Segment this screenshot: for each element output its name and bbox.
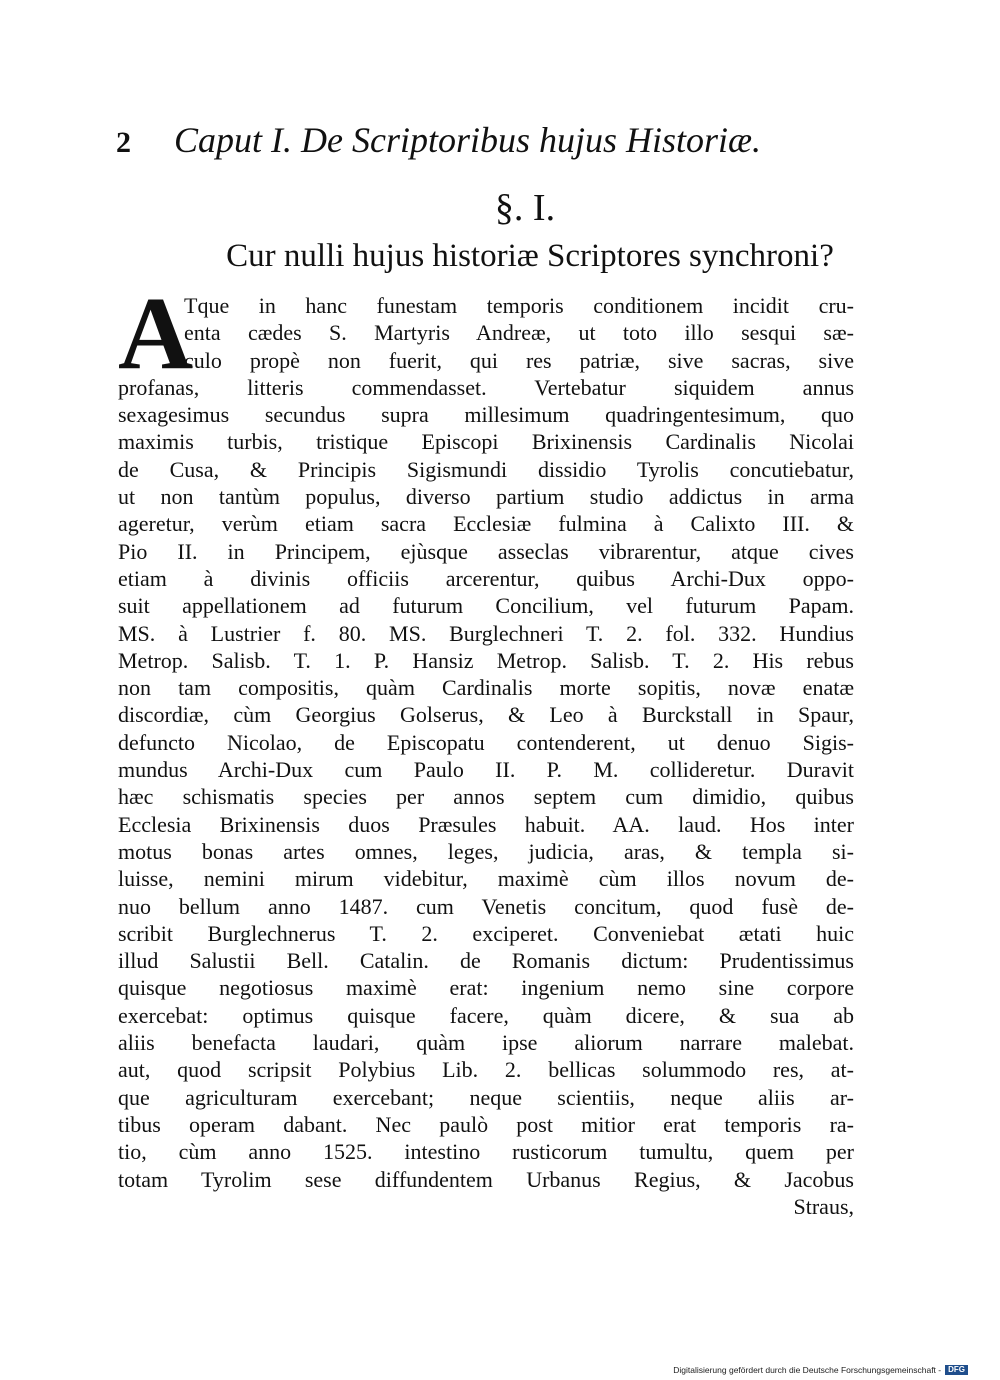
text-line: ut non tantùm populus, diverso partium studio addictus in arma: [118, 484, 854, 510]
text-line: suit appellationem ad futurum Concilium, vel futurum Papam.: [118, 593, 854, 619]
section-number: §. I.: [494, 187, 556, 229]
text-line: Tque in hanc funestam temporis conditionem incidit cru-: [184, 293, 854, 318]
drop-cap-initial: A: [118, 276, 194, 391]
catchword: Straus,: [793, 1193, 854, 1219]
text-line: maximis turbis, tristique Episcopi Brixinensis Cardinalis Nicolai: [118, 429, 854, 455]
text-line: hæc schismatis species per annos septem cum dimidio, quibus: [118, 784, 854, 810]
text-line: tio, cùm anno 1525. intestino rusticorum tumultu, quem per: [118, 1139, 854, 1165]
text-line: non tam compositis, quàm Cardinalis morte sopitis, novæ enatæ: [118, 675, 854, 701]
text-line: luisse, nemini mirum videbitur, maximè cùm illos novum de-: [118, 866, 854, 892]
text-line: Metrop. Salisb. T. 1. P. Hansiz Metrop. Salisb. T. 2. His rebus: [118, 647, 854, 673]
section-title: Cur nulli hujus historiæ Scriptores synchroni?: [226, 238, 834, 274]
text-line: enta cædes S. Martyris Andreæ, ut toto illo sesqui sæ-: [184, 320, 854, 346]
digitization-footer: [673, 1364, 968, 1376]
text-line: que agriculturam exercebant; neque scientiis, neque aliis ar-: [118, 1084, 854, 1110]
text-line: exercebat: optimus quisque facere, quàm dicere, & sua ab: [118, 1002, 854, 1028]
page-number: 2: [116, 126, 131, 159]
text-line: discordiæ, cùm Georgius Golserus, & Leo à Burckstall in Spaur,: [118, 702, 854, 728]
text-line: ageretur, verùm etiam sacra Ecclesiæ fulmina à Calixto III. &: [118, 511, 854, 537]
text-line: de Cusa, & Principis Sigismundi dissidio Tyrolis concutiebatur,: [118, 456, 854, 482]
text-line: culo propè non fuerit, qui res patriæ, sive sacras, sive: [184, 347, 854, 373]
running-head-title: Caput I. De Scriptoribus hujus Historiæ.: [174, 120, 762, 160]
text-line: aliis benefacta laudari, quàm ipse aliorum narrare malebat.: [118, 1030, 854, 1056]
footer-credit: Digitalisierung gefördert durch die Deutsche Forschungsgemeinschaft -: [673, 1365, 942, 1375]
text-line: mundus Archi-Dux cum Paulo II. P. M. collideretur. Duravit: [118, 757, 854, 783]
dfg-logo-icon: DFG: [945, 1365, 968, 1375]
text-line: MS. à Lustrier f. 80. MS. Burglechneri T. 2. fol. 332. Hundius: [118, 620, 854, 646]
text-line: totam Tyrolim sese diffundentem Urbanus Regius, & Jacobus: [118, 1166, 854, 1192]
text-line: quisque negotiosus maximè erat: ingenium nemo sine corpore: [118, 975, 854, 1001]
text-line: nuo bellum anno 1487. cum Venetis concitum, quod fusè de-: [118, 893, 854, 919]
running-head: [116, 118, 836, 165]
body-text: [118, 276, 854, 1220]
text-line: profanas, litteris commendasset. Vertebatur siquidem annus: [118, 374, 854, 400]
text-line: etiam à divinis officiis arcerentur, quibus Archi-Dux oppo-: [118, 565, 854, 591]
text-line: tibus operam dabant. Nec paulò post mitior erat temporis ra-: [118, 1111, 854, 1137]
text-line: Pio II. in Principem, ejùsque asseclas vibrarentur, atque cives: [118, 538, 854, 564]
text-line: motus bonas artes omnes, leges, judicia, aras, & templa si-: [118, 838, 854, 864]
text-line: Ecclesia Brixinensis duos Præsules habuit. AA. laud. Hos inter: [118, 811, 854, 837]
text-line: illud Salustii Bell. Catalin. de Romanis dictum: Prudentissimus: [118, 948, 854, 974]
text-line: scribit Burglechnerus T. 2. exciperet. Conveniebat ætati huic: [118, 920, 854, 946]
text-line: defuncto Nicolao, de Episcopatu contenderent, ut denuo Sigis-: [118, 729, 854, 755]
text-line: aut, quod scripsit Polybius Lib. 2. bellicas solummodo res, at-: [118, 1057, 854, 1083]
text-line: sexagesimus secundus supra millesimum quadringentesimum, quo: [118, 402, 854, 428]
